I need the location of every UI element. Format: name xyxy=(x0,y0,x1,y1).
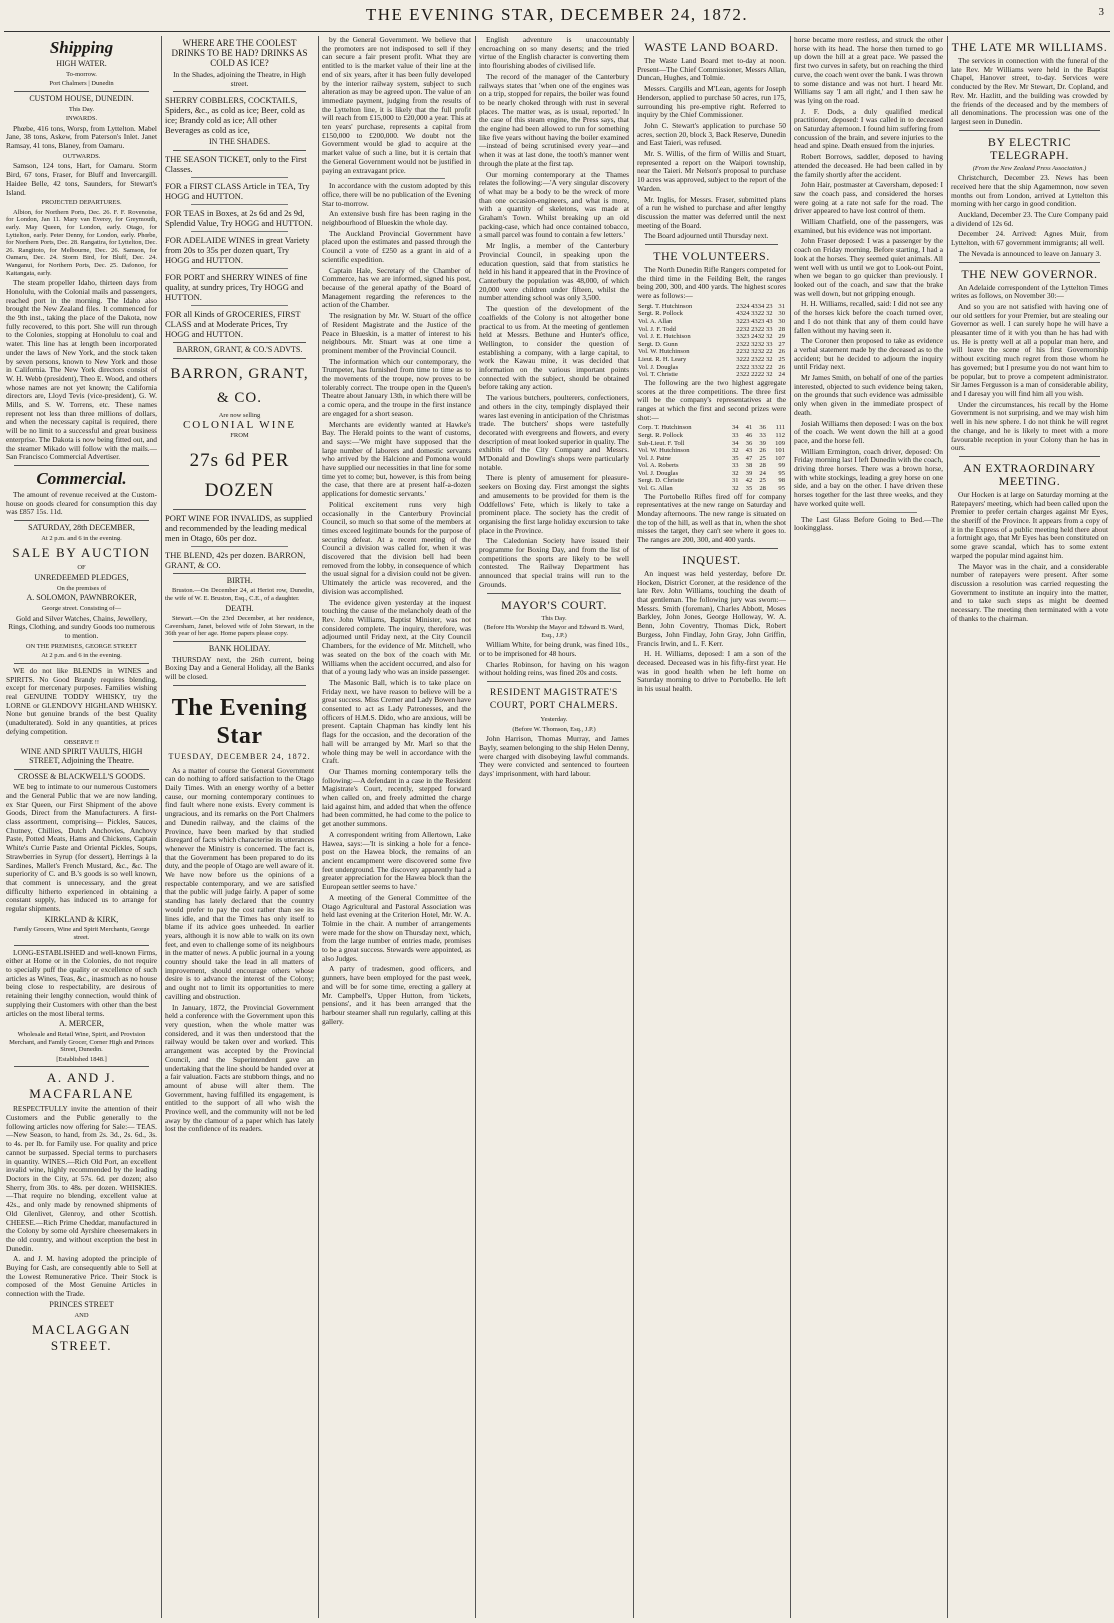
score-row xyxy=(637,318,786,326)
auction-time-2: At 2 p.m. and 6 in the evening. xyxy=(41,652,122,660)
divider xyxy=(14,663,149,664)
colonial-wine: COLONIAL WINE xyxy=(182,419,297,432)
hogg-ad-6: FOR all Kinds of GROCERIES, FIRST CLASS and at Moderate Prices, Try HOGG and HUTTON. xyxy=(165,309,301,340)
divider xyxy=(191,231,288,232)
score-value: 34 xyxy=(731,424,739,432)
telegram: Christchurch, December 23. News has been received here that the ship Agamemnon, now seven months out from London, arrived at Lyttelton this morning with her cargo in good condition. xyxy=(951,173,1108,209)
article-para: John C. Stewart's application to purchase 50 acres, section 20, block 3, Back Reserve, Dunedin and East Taieri, was refused. xyxy=(637,120,786,148)
inwards-label: INWARDS. xyxy=(65,115,98,123)
page-number: 3 xyxy=(1098,6,1104,18)
article-para: H. H. Williams, recalled, said: I did not see any of the horses kick before the coach turned over, and I do not think that any of them could have fallen without my having seen it. xyxy=(794,299,943,335)
article-para: The resignation by Mr. W. Stuart of the office of Resident Magistrate and the Justice of the Peace in Blueskin, is a matter of interest to his neighbours. Mr. Stuart was at one time a prominent member of the Provincial Council. xyxy=(322,311,471,355)
crosse-blackwell-heading: CROSSE & BLACKWELL'S GOODS. xyxy=(17,771,146,781)
death-heading: DEATH. xyxy=(225,603,254,613)
article-para: The record of the manager of the Canterbury railways states that 'when one of the engines was on a trip, stopped for repairs, the boiler was found to be nearly choked through with rust in several places. The matter was, as is usual, reported.' In the case of this steam engine, the Press says, that the engine had been allowed to run for something like five years without having the boiler examined—instead of being scrutinised every year—and when it was at last done, the tooth's manner went through the plate at the first tap. xyxy=(479,71,629,168)
score-row xyxy=(637,470,786,478)
projected-label: PROJECTED DEPARTURES. xyxy=(41,199,122,207)
article-para: The Auckland Provincial Government have placed upon the estimates and passed through the Council a vote of £250 as a grant in aid of a scientific expedition. xyxy=(322,228,471,264)
pledge-list: Gold and Silver Watches, Chains, Jewellery, Rings, Clothing, and sundry Goods too numerous to mention. xyxy=(8,613,155,640)
princes-street: PRINCES STREET xyxy=(49,1299,114,1309)
score-name: Sub-Lieut. F. Toll xyxy=(638,439,685,447)
divider xyxy=(348,178,445,179)
score-value: 112 xyxy=(775,431,785,439)
telegram: December 24. Arrived: Agnes Muir, from Lyttelton, with 67 government immigrants; all well. xyxy=(951,229,1108,248)
divider xyxy=(191,305,288,306)
score-value: 34 xyxy=(731,439,739,447)
column-2 xyxy=(165,36,314,1616)
birth-heading: BIRTH. xyxy=(226,575,253,585)
score-value: 109 xyxy=(775,439,785,447)
commercial-heading: Commercial. xyxy=(36,469,127,488)
article-para: A correspondent writing from Allertown, Lake Hawea, says:—'It is sinking a hole for a fence-post on the Hawea block, the remains of an ancient encampment were discovered some five feet underground. The discovery apparently had a greater appreciation for the Hawea block than the European settler seems to have.' xyxy=(322,829,471,892)
score-name: Vol. J. F. Todd xyxy=(638,325,676,333)
score-row xyxy=(637,356,786,364)
wine-price: 27s 6d PER DOZEN xyxy=(189,449,290,501)
column-rule xyxy=(790,36,791,1618)
court-case: John Harrison, Thomas Murray, and James Bayly, seamen belonging to the ship Helen Denny, were charged with disobeying lawful commands. They were convicted and sentenced to fourteen days' imprisonment, with hard labour. xyxy=(479,734,629,779)
score-value: 2322 2222 32 xyxy=(736,371,773,379)
outwards-label: OUTWARDS. xyxy=(62,152,101,160)
blend-ad: THE BLEND, 42s per dozen. BARRON, GRANT, & CO. xyxy=(165,549,306,570)
article-para: Our morning contemporary at the Thames relates the following:—'A very singular discovery of what may be a body to be the wreck of more than one occasion-engineers, and what is more, with a quantity of skeletons, was made at Graham's Town. Whilst breaking up an old packing-case, which had once contained tobacco, a small parcel was found to contain a few letters.' xyxy=(479,169,629,240)
score-row xyxy=(637,303,786,311)
high-water-heading: HIGH WATER. xyxy=(56,59,107,68)
score-row xyxy=(637,341,786,349)
score-value: 32 xyxy=(731,485,739,493)
score-row xyxy=(637,348,786,356)
score-value: 32 xyxy=(731,447,739,455)
column-rule xyxy=(633,36,634,1618)
article-para: The Portobello Rifles fired off for company representatives at the new range on Saturday and Monday afternoons. The new range is situated on the top of the hill, as well as that in, when the shot misses the target, they can't see where it goes to. The ranges are 200, 300, and 400 yards. xyxy=(637,491,786,545)
score-row xyxy=(637,477,786,485)
score-name: Vol. A. Allan xyxy=(638,318,673,326)
macfarlane-heading: A. AND J. MACFARLANE xyxy=(29,1070,134,1102)
article-para: Our Thames morning contemporary tells the following:—A defendant in a case in the Resident Magistrate's Court, recently, stepped forward when called on, and freely admitted the charge laid against him, and added that when the offence had been committed, he had come to the police to get another summons. xyxy=(322,766,471,829)
score-value: 107 xyxy=(775,454,785,462)
score-value: 31 xyxy=(778,302,785,310)
score-value: 101 xyxy=(775,447,785,455)
score-name: Sergt. R. Pollock xyxy=(638,431,683,439)
score-name: Sergt. T. Hutchinson xyxy=(638,302,693,310)
article-para: The Last Glass Before Going to Bed.—The lookingglass. xyxy=(794,514,943,533)
article-para: An inquest was held yesterday, before Dr. Hocken, District Coroner, at the residence of the late Rev. John Williams, touching the death of that gentleman. The following jury was sworn:—Messrs. Smith (foreman), Charles Abbott, Moses Barkley, John Jones, George Holloway, W. A. Benn, John Coventry, Thomas Dick, Robert Burgess, John Findlay, John Gray, John Griffin, Francis Irwin, and L. F. Kerr. xyxy=(637,568,786,648)
score-value: 30 xyxy=(778,310,785,318)
volunteers-heading: THE VOLUNTEERS. xyxy=(653,249,770,264)
score-value: 41 xyxy=(745,424,753,432)
score-value: 43 xyxy=(745,447,753,455)
score-value: 36 xyxy=(745,439,753,447)
article-para: Mr. S. Willis, of the firm of Willis and Stuart, represented a report on the Waipori township, near the Taieri. Mr Nelson's proposal to purchase 10 acres was approved, subject to the report of the Warden. xyxy=(637,149,786,193)
score-value: 32 xyxy=(731,469,739,477)
divider xyxy=(191,268,288,269)
divider xyxy=(820,512,917,513)
edition-date: TUESDAY, DECEMBER 24, 1872. xyxy=(168,751,311,761)
column-5 xyxy=(637,36,786,1616)
score-name: Vol. J. E. Hutchison xyxy=(638,333,691,341)
article-para: horse became more restless, and struck the other horse with its head. The horse then turned to go up down the hill at a great pace. We passed the first two curves in safety, but on reaching the third curve, the coach went over the bank. I was thrown to some distance and was not hurt. I heard Mr. Williams say 'I am all right,' and I then saw he was lying on the road. xyxy=(794,36,943,105)
masthead xyxy=(0,0,1114,30)
score-value: 35 xyxy=(745,485,753,493)
press-association: (From the New Zealand Press Association.) xyxy=(972,164,1087,172)
score-value: 4324 3322 32 xyxy=(736,310,773,318)
column-6 xyxy=(794,36,943,1616)
shipping-heading: Shipping xyxy=(49,38,114,57)
auction-date: SATURDAY, 28th DECEMBER, xyxy=(28,523,135,533)
divider xyxy=(173,150,306,151)
column-rule xyxy=(161,36,162,1618)
article-para: by the General Government. We believe that the promoters are not indisposed to sell if they can secure a fair present profit. What they are entitled to is the market value of their line at the end of six years, after it has been fully developed by the interior railway system, subject to such alteration as may be agreed upon. The value of an immediate payment, judging from the results of the Lyttelton line, it is likely that the full profit will reach from £15,000 to £20,000 a year. This at ten years' purchase, represents a capital from £150,000 to £200,000. We doubt not the Government would be glad to acquire at the market value of such a line, but it is certain that the General Government would not be justified in paying an extravagant price. xyxy=(322,36,471,175)
score-name: Sergt. R. Pollock xyxy=(638,310,683,318)
divider xyxy=(173,91,306,92)
divider xyxy=(14,91,149,92)
article-para: An extensive bush fire has been raging in the neighbourhood of Blueskin the whole day. xyxy=(322,209,471,228)
score-row xyxy=(637,333,786,341)
bank-holiday-notice: THURSDAY next, the 26th current, being Boxing Day and a General Holiday, all the Banks will be closed. xyxy=(165,654,314,682)
court-case: Charles Robinson, for having on his wagon without holding reins, was fined 20s and costs. xyxy=(479,659,629,678)
score-value: 39 xyxy=(745,469,753,477)
article-para: Josiah Williams then deposed: I was on the box of the coach. We went down the hill at a good pace, and the horse fell. xyxy=(794,418,943,445)
hogg-ad-2: FOR a FIRST CLASS Article in TEA, Try HOGG and HUTTON. xyxy=(165,181,310,202)
divider xyxy=(14,769,149,770)
article-para: English adventure is unaccountably encroaching on so many deserts; and the tried virtue of the English character is converting them into flourishing abodes of civilised life. xyxy=(479,36,629,71)
score-value: 26 xyxy=(778,348,785,356)
high-water-table: Port Chalmers | Dunedin xyxy=(49,80,114,88)
electric-telegraph-heading: BY ELECTRIC TELEGRAPH. xyxy=(987,134,1072,162)
article-para: The Waste Land Board met to-day at noon. Present—The Chief Commissioner, Messrs Allan, Duncan, Hughes, and Tolmie. xyxy=(637,56,786,83)
divider xyxy=(959,262,1100,263)
masthead-title: THE EVENING STAR, DECEMBER 24, 1872. xyxy=(365,5,749,24)
article-para: The Mayor was in the chair, and a considerable number of ratepayers were present. After some discussion a resolution was carried requesting the Government to institute an inquiry into the matter, and to take such steps as might be deemed necessary. The meeting then terminated with a vote of thanks to the chairman. xyxy=(951,561,1108,623)
divider xyxy=(173,641,306,642)
article-para: Captain Hale, Secretary of the Chamber of Commerce, has we are informed, signed his post, because of the general apathy of the Board of Management regarding the references to the action of the Chamber. xyxy=(322,265,471,310)
score-name: Vol. T. Christie xyxy=(638,371,678,379)
column-rule xyxy=(475,36,476,1618)
score-name: Vol. G. Allan xyxy=(638,485,673,493)
article-para: Mr Inglis, a member of the Canterbury Provincial Council, in speaking upon the education question, said that from statistics he held in his hand it appeared that in the Province of Canterbury the population was 48,000, of which 20,000 were children under fifteen, whilst the number attending school was only 3,500. xyxy=(479,241,629,303)
score-value: 3323 2432 32 xyxy=(736,333,773,341)
barron-grant-name: BARRON, GRANT, & CO. xyxy=(170,365,309,406)
outwards-text: Samson, 124 tons, Hart, for Oamaru. Storm Bird, 67 tons, Fraser, for Bluff and Invercargill. Haidee Belle, 42 tons, Saunders, for Stewart's Island. xyxy=(6,161,157,197)
score-name: Lieut. R. H. Leary xyxy=(638,356,687,364)
score-value: 2324 4334 23 xyxy=(736,302,773,310)
editorial-2: In January, 1872, the Provincial Government held a conference with the Government upon this very question, when the whole matter was considered, and it was then understood that the railway would be taken over and worked. This arrangement was accepted by the Provincial Council, and the Superintendent gave an undertaking that the line should be handed over at a fair valuation. Facts are stubborn things, and no amount of abuse will alter them. The Government, having fulfilled its engagement, is entitled to the support of all who wish the Province well, and the community will not be led away by the clamour of a paper which has lately lost the confidence of its readers. xyxy=(165,1002,314,1134)
score-value: 98 xyxy=(778,477,785,485)
article-para: J. F. Dods, a duly qualified medical practitioner, deposed: I was called in to deceased on Saturday afternoon. I found him suffering from concussion of the brain, and severe injuries to the head and spine. Death ensued from the injuries. xyxy=(794,106,943,151)
score-name: Sergt. D. Christie xyxy=(638,477,685,485)
now-selling: Are now selling xyxy=(218,411,261,419)
score-value: 2232 3232 22 xyxy=(736,348,773,356)
solomon-name: A. SOLOMON, PAWNBROKER, xyxy=(26,593,137,603)
column-4 xyxy=(479,36,629,1616)
article-para: H. H. Williams, deposed: I am a son of the deceased. Deceased was in his fifty-first year. He was in good health when he left home on Saturday morning to drive to Portobello. He left in his usual health. xyxy=(637,649,786,694)
divider xyxy=(191,204,288,205)
score-value: 29 xyxy=(778,333,785,341)
shades-location: In the Shades, adjoining the Theatre, in High street. xyxy=(173,70,306,88)
score-value: 25 xyxy=(778,356,785,364)
on-premises: ON THE PREMISES, GEORGE STREET xyxy=(25,642,138,650)
article-para: The various butchers, poulterers, confectioners, and others in the city, tempingly displayed their wares last evening in anticipation of the Christmas trade. The butchers' shops were tastefully decorated with evergreens and flowers, and every description of meat looked superior in quality. The exhibits of the City Company and Messrs. M'Donald and Dowling's shops were particularly notable. xyxy=(479,393,629,472)
score-value: 25 xyxy=(759,477,766,485)
score-value: 31 xyxy=(731,477,739,485)
divider xyxy=(14,1066,149,1067)
article-para: Under the circumstances, his recall by the Home Government is not surprising, and we may wish him well in his new sphere. I do not think he will regret the change, and he is likely to meet with a more favourable reception in your Colony than he has in ours. xyxy=(951,399,1108,453)
family-grocers: Family Grocers, Wine and Spirit Merchants, George street. xyxy=(13,926,150,942)
divider xyxy=(14,465,149,466)
score-row xyxy=(637,424,786,432)
score-row xyxy=(637,447,786,455)
inwards-text: Phœbe, 416 tons, Worsp, from Lyttelton. Mabel Jane, 38 tons, Askew, from Paterson's Inlet. Janet Ramsay, 41 tons, Blaney, from Oamaru. xyxy=(6,123,157,151)
divider xyxy=(645,244,778,245)
maclaggan-street: MACLAGGAN STREET. xyxy=(32,1322,131,1354)
hogg-ad-1: THE SEASON TICKET, only to the First Classes. xyxy=(165,154,307,175)
score-value: 28 xyxy=(759,485,766,493)
score-value: 111 xyxy=(775,424,785,432)
in-the-shades: IN THE SHADES. xyxy=(209,137,270,147)
score-value: 3223 4323 43 xyxy=(736,318,773,326)
custom-house-heading: CUSTOM HOUSE, DUNEDIN. xyxy=(29,93,134,103)
score-value: 24 xyxy=(759,469,766,477)
score-table-2 xyxy=(637,424,786,492)
observe-label: OBSERVE !! xyxy=(63,738,100,746)
article-para: John Fraser deposed: I was a passenger by the coach on Friday morning. Before starting, I had a look at the horses. They seemed quiet animals. All went well with us until we got to Look-out Point, when we began to go quicker than previously. I looked out of the coach, and saw that the brake was well down, but not gripping enough. xyxy=(794,236,943,298)
score-value: 33 xyxy=(731,462,739,470)
divider xyxy=(487,593,621,594)
score-row xyxy=(637,462,786,470)
macfarlane-terms: A. and J. M. having adopted the principle of Buying for Cash, are consequently able to Sell at the Lowest Remunerative Price. Their Stock is composed of the Most Genuine Articles in connection with the Trade. xyxy=(6,1254,157,1299)
article-para: The Coroner then proposed to take as evidence a verbal statement made by the deceased as to the accident; but he decided to adjourn the inquiry until Friday next. xyxy=(794,336,943,372)
evening-star-masthead: The Evening Star xyxy=(171,694,308,749)
death-notice: Stewart.—On the 23rd December, at her residence, Caversham, Janet, beloved wife of John Stewart, in the 36th year of her age. Home papers please copy. xyxy=(165,615,314,638)
mayors-court-heading: MAYOR'S COURT. xyxy=(501,597,607,612)
blends-ad: WE do not like BLENDS in WINES and SPIRITS. No Good Brandy requires blending, except for mercenary purposes. Families wishing real GENUINE TODDY WHISKY, try the LORNE or GLENDOVY HIGHLAND WHISKY. None but genuine brands of the best Quality (unadulterated). Sold in any quantities, at prices defying competition. xyxy=(6,665,157,736)
score-value: 33 xyxy=(759,431,766,439)
shipping-news: The steam propeller Idaho, thirteen days from Honolulu, with the Colonial mails and passengers, reached port in the morning. The Idaho also brought the New Zealand files. It commenced for the 9th inst., taking the place of the Dakota, now fully recovered, to this port. She will run through to the Colonies, stopping at Honolulu to coal and water. This line has at length been incorporated under the laws of New York, and the stock taken by seven persons, known to New York and those in California. The New York directors consist of W. H. Webb (president), Theo E. Wood, and others whose names are not yet known; the California directors are, Lloyd Tevis (vice-president), G. W. Mills, and S. W. Torrens, etc. These names represent not less than three millions of dollars, and when the necessary capital is required, there will be no limit to a successful and great business enterprise. The Dakota is now being fitted out, and the steamer Mikado will follow with the mails.—San Francisco Commercial Advertiser. xyxy=(6,278,157,462)
score-row xyxy=(637,440,786,448)
score-name: Vol. J. Douglas xyxy=(638,469,679,477)
divider xyxy=(173,358,306,359)
score-value: 3222 2322 32 xyxy=(736,356,773,364)
court-bench: (Before His Worship the Mayor and Edward B. Ward, Esq., J.P.) xyxy=(484,624,624,639)
hogg-ad-5: FOR PORT and SHERRY WINES of fine quality, at sundry prices, Try HOGG and HUTTON. xyxy=(165,272,308,303)
divider xyxy=(173,509,306,510)
article-para: Messrs. Cargills and M'Lean, agents for Joseph Henderson, applied to purchase 50 acres, run 175, surrounding his pre-emptive right. Referred to inquiry by the Chief Commissioner. xyxy=(637,84,786,120)
score-row xyxy=(637,364,786,372)
article-para: The services in connection with the funeral of the late Rev. Mr Williams were held in the Baptist Chapel, Hanover street, to-day. Services were conducted by the Rev. Mr Stewart, Dr. Copland, and Rev. Mr. Hazlitt, and the building was crowded by the friends of the deceased and by the members of all denominations. The procession was one of the largest seen in Dunedin. xyxy=(951,56,1108,126)
projected-text: Albion, for Northern Ports, Dec. 26. F. F. Rovenoise, for London, Jan 11. Mary van Everey, for Greymouth, early. May Queen, for London, early. Otago, for Lyttelton, early. Peter Denny, for London, early. Phœbe, for Northern Ports, Dec. 28. Rangatira, for Lyttelton, Dec. 26. Rangitoto, for Melbourne, Dec. 26. Samson, for Oamaru, Dec. 24. Storm Bird, for Bluff, Dec. 24. Wanganui, for Northern Ports, Dec. 25. Dafonoo, for Kaitangata, early. xyxy=(6,208,157,277)
divider xyxy=(191,177,288,178)
column-7 xyxy=(951,36,1108,1616)
column-1 xyxy=(6,36,157,1616)
court-case: William White, for being drunk, was fined 10s., or to be imprisoned for 48 hours. xyxy=(479,640,629,659)
telegram: Auckland, December 23. The Cure Company paid a dividend of 12s 6d. xyxy=(951,210,1108,228)
score-name: Vol. W. Hutchinson xyxy=(638,447,690,455)
hogg-ad-3: FOR TEAS in Boxes, at 2s 6d and 2s 9d, Splendid Value, Try HOGG and HUTTON. xyxy=(165,208,313,229)
article-para: There is plenty of amusement for pleasure-seekers on Boxing day. First amongst the sights and amusements to be provided for them is the Oddfellows' Fete, which is likely to take a prominent place. The society has the credit of organising the first large holiday excursion to take place in the Province. xyxy=(479,473,629,535)
article-para: The Board adjourned until Thursday next. xyxy=(644,231,769,241)
article-para: Mr. Inglis, for Messrs. Fraser, submitted plans of a run he wished to purchase and after lengthy discussion the matter was deferred until the next meeting of the Board. xyxy=(637,194,786,230)
article-para: A party of tradesmen, good officers, and gunners, have been employed for the past week, and will be for some time, erecting a gallery at Mr. Campbell's, Upper Hutton, from 'tickets, pensions', and it has been arranged that the harbour steamer shall run regularly, calling at this gallery. xyxy=(322,964,471,1026)
score-value: 30 xyxy=(778,318,785,326)
from-label: FROM xyxy=(230,432,249,440)
resident-magistrate-heading: RESIDENT MAGISTRATE'S COURT, PORT CHALMERS. xyxy=(489,688,619,712)
this-day-label: This Day. xyxy=(541,614,567,622)
barron-advts-heading: BARRON, GRANT, & CO.'S ADVTS. xyxy=(176,345,303,355)
divider xyxy=(173,685,306,686)
score-value: 33 xyxy=(731,431,739,439)
score-name: Vol. W. Hutchinson xyxy=(638,348,690,356)
score-value: 2232 2322 33 xyxy=(736,325,773,333)
and-label: AND xyxy=(74,1311,89,1319)
score-name: Sergt. D. Gunn xyxy=(638,340,678,348)
mercer-ad: LONG-ESTABLISHED and well-known Firms, either at Home or in the Colonies, do not require to specially puff the quality or excellence of such articles as Wines, Teas, &c., inasmuch as no house being close to respectability, are desirous of retaining their lengthy connection, would think of supplying their Customers with other than the best articles on the most liberal terms. xyxy=(6,947,157,1018)
hogg-ad-4: FOR ADELAIDE WINES in great Variety from 20s to 35s per dozen quart, Try HOGG and HUTTON. xyxy=(165,235,310,266)
new-governor-heading: THE NEW GOVERNOR. xyxy=(961,266,1098,281)
article-para: The question of the development of the coalfields of the Colony is not altogether bone practical to us from. At the meeting of gentlemen held at Messrs. Bethune and Hunter's office, Wellington, to consider the question of establishing a company, with a large capital, to work the Kawau mine, it was decided that information on the various important points connected with the subject, should be obtained before taking any action. xyxy=(479,304,629,392)
score-value: 36 xyxy=(759,424,766,432)
divider xyxy=(959,456,1100,457)
score-value: 39 xyxy=(759,439,766,447)
telegram: The Nevada is announced to leave on January 3. xyxy=(958,248,1102,258)
article-para: John Hair, postmaster at Caversham, deposed: I saw the coach pass, and considered the horses were going at a rate not safe for the road. The driver appeared to have lost control of them. xyxy=(794,180,943,216)
of-label: OF xyxy=(77,564,86,572)
macfarlane-ad: RESPECTFULLY invite the attention of their Customers and the Public generally to the following articles now offering for Sale:— TEAS.—New Season, to hand, from 2s. 3d., 2s. 6d., 3s. to 4s. per lb. for Family use. For quality and price cannot be surpassed. Special terms to purchasers in quantity. WINES.—Rich Old Port, an excellent invalid wine, highly recommended by the leading Doctors in the City, at 57s. 6d. per dozen; also Sherry, from 30s. to 48s. per dozen. WHISKIES.—That require no blending, excellent value at 42s., and only made by renowned shipments of Old Glenlivet, Glenroy, and other Scottish. CHEESE.—Rich Prime Cheddar, manufactured in the Colony by some old Ayrshire cheesemakers in the old country, and without exception the best in Dunedin. xyxy=(6,1104,157,1253)
article-para: Our Hocken is at large on Saturday morning at the Ratepayers' meeting, which had been called upon the Premier to prefer certain charges against Mr Eyes, the sheriff of the Province. It appears from a copy of it in the Express of a public meeting held there about a fortnight ago, that Mr Eyes has been constituted on some grave scandal, which has to some extent warped the popular mind against him. xyxy=(951,489,1108,560)
auction-time: At 2 p.m. and 6 in the evening. xyxy=(41,534,122,542)
court-bench: (Before W. Thomson, Esq., J.P.) xyxy=(512,725,596,733)
article-para: William Ermington, coach driver, deposed: On Friday morning last I left Dunedin with the coach, driving three horses. There was a brown horse, with white stockings, leading a grey horse on one side, and a bay on the other. I have driven these horses together for the last three weeks, and they have worked quite well. xyxy=(794,446,943,508)
score-value: 95 xyxy=(778,469,785,477)
article-para: Merchants are evidently wanted at Hawke's Bay. The Herald points to the want of customs, and says:—'We might have supposed that the large number of laborers and domestic servants who arrived by the Halcione and Pomona would have supplied our necessities in that line for some time yet to come; but, however, is this from being the case, that there are at present half-a-dozen applications for domestic servants.' xyxy=(322,419,471,499)
divider xyxy=(959,130,1100,131)
inquest-heading: INQUEST. xyxy=(682,552,741,567)
divider xyxy=(191,546,288,547)
article-para: The following are the two highest aggregate scores at the three competitions. The three first will be the company's representatives at the ranges at which the first and second prizes were shot:— xyxy=(637,377,786,422)
article-para: Political excitement runs very high occasionally in the Canterbury Provincial Council, so much so that some of the members at times exceed legitimate bounds for the purpose of securing defeat. At a recent meeting of the Council a division was called for, when it was discovered that the division bell had been removed from the lobby, in consequence of which the usual signal for a division could not be given. Ultimately the article was recovered, and the division was accomplished. xyxy=(322,499,471,596)
score-row xyxy=(637,326,786,334)
column-3 xyxy=(322,36,471,1616)
yesterday-label: Yesterday. xyxy=(540,716,568,724)
article-para: Mr James Smith, on behalf of one of the parties interested, objected to such evidence being taken, on the grounds that such evidence was admissible only when given in the immediate prospect of death. xyxy=(794,373,943,417)
score-value: 25 xyxy=(759,454,766,462)
wine-vaults: WINE AND SPIRIT VAULTS, HIGH STREET, Adjoining the Theatre. xyxy=(20,747,143,765)
divider xyxy=(14,945,149,946)
score-value: 95 xyxy=(778,485,785,493)
revenue-text: The amount of revenue received at the Custom-house on goods cleared for consumption this day was £857 15s. 11d. xyxy=(6,490,157,517)
divider xyxy=(173,342,306,343)
article-para: A meeting of the General Committee of the Otago Agricultural and Pastoral Association was held last evening at the Criterion Hotel, Mr. W. A. Tolmie in the chair. A number of arrangements were made for the show on Thursday next, which, from the large number of entries made, promises to be a great success. Stewards were appointed, as also Judges. xyxy=(322,892,471,963)
score-value: 38 xyxy=(745,462,753,470)
crosse-blackwell-ad: WE beg to intimate to our numerous Customers and the General Public that we are now landing, ex Star Queen, our First Shipment of the above Goods, Direct from the Manufacturers. A first-class assortment, comprising— Pickles, Sauces, Chutney, Chillies, Dutch Anchovies, Anchovy Paste, Potted Meats, Hams and Chickens, Captain White's Currie Paste and Oriental Pickles, Soups, Strawberries in Syrup (for dessert), Herrings à la Sardines, Mallet's French Mustard, &c., &c. The superiority of C. and B.'s goods is so well known, that comment is unnecessary, and the great difficulty hitherto experienced in obtaining a constant supply, has induced us to arrange for regular shipments. xyxy=(6,782,157,914)
article-para: An Adelaide correspondent of the Lyttelton Times writes as follows, on November 30:— xyxy=(951,282,1108,301)
article-para: The Masonic Ball, which is to take place on Friday next, we have reason to believe will be a great success. Miss Cremer and Lady Bowen have consented to act as Lady Patronesses, and the officers of H.M.S. Dido, who are anxious, will be present. Captain Chapman has kindly lent his flags for the occasion, and the decoration of the hall will be arranged by Mr. Marl so that the whole thing may be well in accordance with the Craft. xyxy=(322,677,471,766)
article-para: The Caledonian Society have issued their programme for Boxing Day, and from the list of competitions the sports are likely to be well contested. The Railway Department has announced that special trains will run to the Grounds. xyxy=(479,536,629,589)
score-name: Vol. J. Paine xyxy=(638,454,671,462)
waste-land-heading: WASTE LAND BOARD. xyxy=(644,40,779,54)
score-value: 46 xyxy=(745,431,753,439)
article-para: The North Dunedin Rifle Rangers competed for the third time in the Feilding Belt, the ranges being 200, 300, and 400 yards. The highest scores were as follows:— xyxy=(637,265,786,301)
score-value: 26 xyxy=(759,447,766,455)
column-rule xyxy=(318,36,319,1618)
george-street: George street. Consisting of— xyxy=(41,605,122,612)
score-row xyxy=(637,432,786,440)
score-value: 35 xyxy=(731,454,739,462)
bank-holiday-heading: BANK HOLIDAY. xyxy=(208,644,271,654)
article-para: The information which our contemporary, the Trumpeter, has furnished from time to time as to the movements of the troupe, now proves to be tolerably correct. The troupe open in the Queen's Theatre about January 13th, in which there will be a comic opera, and the troupe in the first instance are engaged for a short season. xyxy=(322,356,471,418)
established-label: [Established 1848.] xyxy=(56,1055,107,1063)
score-table-1 xyxy=(637,303,786,379)
article-para: In accordance with the custom adopted by this office, there will be no publication of the Evening Star to-morrow. xyxy=(322,181,471,208)
port-wine-ad: PORT WINE FOR INVALIDS, as supplied and recommended by the leading medical men in Otago, 60s per doz. xyxy=(165,512,313,543)
score-value: 2322 3232 33 xyxy=(736,340,773,348)
unredeemed-pledges: UNREDEEMED PLEDGES, xyxy=(34,573,129,582)
score-value: 26 xyxy=(778,363,785,371)
kirkland-name: KIRKLAND & KIRK, xyxy=(44,914,119,924)
score-value: 47 xyxy=(745,454,753,462)
extraordinary-meeting-heading: AN EXTRAORDINARY MEETING. xyxy=(963,460,1096,488)
tomorrow-label: To-morrow. xyxy=(66,70,97,78)
editorial-1: As a matter of course the General Government can do nothing to afford satisfaction to the Otago Daily Times. With an energy worthy of a better cause, our morning contemporary continues to find fault where none exists. Every comment is ungracious, and its remarks on the Port Chalmers and Dunedin railway, and the claims of the Province, have been marked by that studied disregard of facts which characterise its utterances whenever the Ministry is concerned. The fact is, that the Government has been prepared to do its duty, and the people of Otago are well aware of it. We have now before us the opinions of a respectable contemporary, and we are satisfied that the public will judge fairly. A paper of some standing has lately declared that the country would prefer to pay the cost rather than see its lines idle, and that the Times has only itself to blame if its advice goes unheeded. In earlier years, although it is now able to walk on its own feet, and even to challenge some of its neighbours in the matter of news. A public journal in a young country should take the lead in all matters of improvement, should encourage others whose desire is to advance the interest of the Colony; and ought not to limit its opportunities to mere cavilling and obstruction. xyxy=(165,765,314,1001)
sale-by-auction: SALE BY AUCTION xyxy=(12,545,151,561)
this-day-label: This Day. xyxy=(68,105,95,113)
masthead-rule xyxy=(4,31,1110,32)
article-para: Robert Borrows, saddler, deposed to having attended the deceased. He had been called in by the family shortly after the accident. xyxy=(794,152,943,179)
score-row xyxy=(637,310,786,318)
premises-label: On the premises of xyxy=(56,584,107,592)
cobblers-ad: SHERRY COBBLERS, COCKTAILS, Spiders, &c., as cold as ice; Beer, cold as ice; Brandy cold as ice; All other Beverages as cold as ice, xyxy=(165,95,305,136)
divider xyxy=(14,520,149,521)
mercer-name: A. MERCER, xyxy=(59,1019,104,1029)
score-name: Vol. J. Douglas xyxy=(638,363,679,371)
divider xyxy=(645,548,778,549)
article-para: And so you are not satisfied with having one of our old settlers for your Premier, but are stealing our Governor as well. I can surely hope he will have a pleasanter time of it with you than he has had with us. He is pretty well at all a popular man here, and will leave the scene of his first Governorship without exciting much regret from those whom he has governed; but I presume you do not want him to be popular, but to prove a competent administrator. Sir James Fergusson is a man of considerable ability, and I daresay you will find him all you wish. xyxy=(951,301,1108,398)
score-value: 42 xyxy=(745,477,753,485)
score-name: Vol. A. Roberts xyxy=(638,462,679,470)
late-mr-williams-heading: THE LATE MR WILLIAMS. xyxy=(951,40,1108,54)
divider xyxy=(487,681,621,682)
column-rule xyxy=(947,36,948,1618)
divider xyxy=(173,573,306,574)
score-value: 28 xyxy=(778,325,785,333)
score-value: 2322 3332 22 xyxy=(736,363,773,371)
score-value: 28 xyxy=(759,462,766,470)
score-value: 24 xyxy=(778,371,785,379)
score-name: Corp. T. Hutchinson xyxy=(638,424,692,432)
coolest-drinks-heading: WHERE ARE THE COOLEST DRINKS TO BE HAD? DRINKS AS COLD AS ICE? xyxy=(171,38,308,68)
article-para: The evidence given yesterday at the inquest touching the cause of the melancholy death of the Rev. John Williams, Baptist Minister, was not considered complete. The inquiry, therefore, was adjourned until Friday next, at the City Council Chambers, for the evidence of Mr. Mitchell, who was seated on the box of the coach with Mr. Williams when the accident occurred, and also for that of a young lady who was an inside passenger. xyxy=(322,597,471,677)
score-value: 99 xyxy=(778,462,785,470)
score-row xyxy=(637,455,786,463)
article-para: William Chatfield, one of the passengers, was examined, but his evidence was not important. xyxy=(794,217,943,235)
mercer-address: Wholesale and Retail Wine, Spirit, and Provision Merchant, and Family Grocer, Corner High and Princes Street, Dunedin. xyxy=(9,1030,154,1054)
birth-notice: Bruston.—On December 24, at Heriot row, Dunedin, the wife of W. E. Bruston, Esq., C.E., of a daughter. xyxy=(165,587,314,602)
score-value: 27 xyxy=(778,340,785,348)
